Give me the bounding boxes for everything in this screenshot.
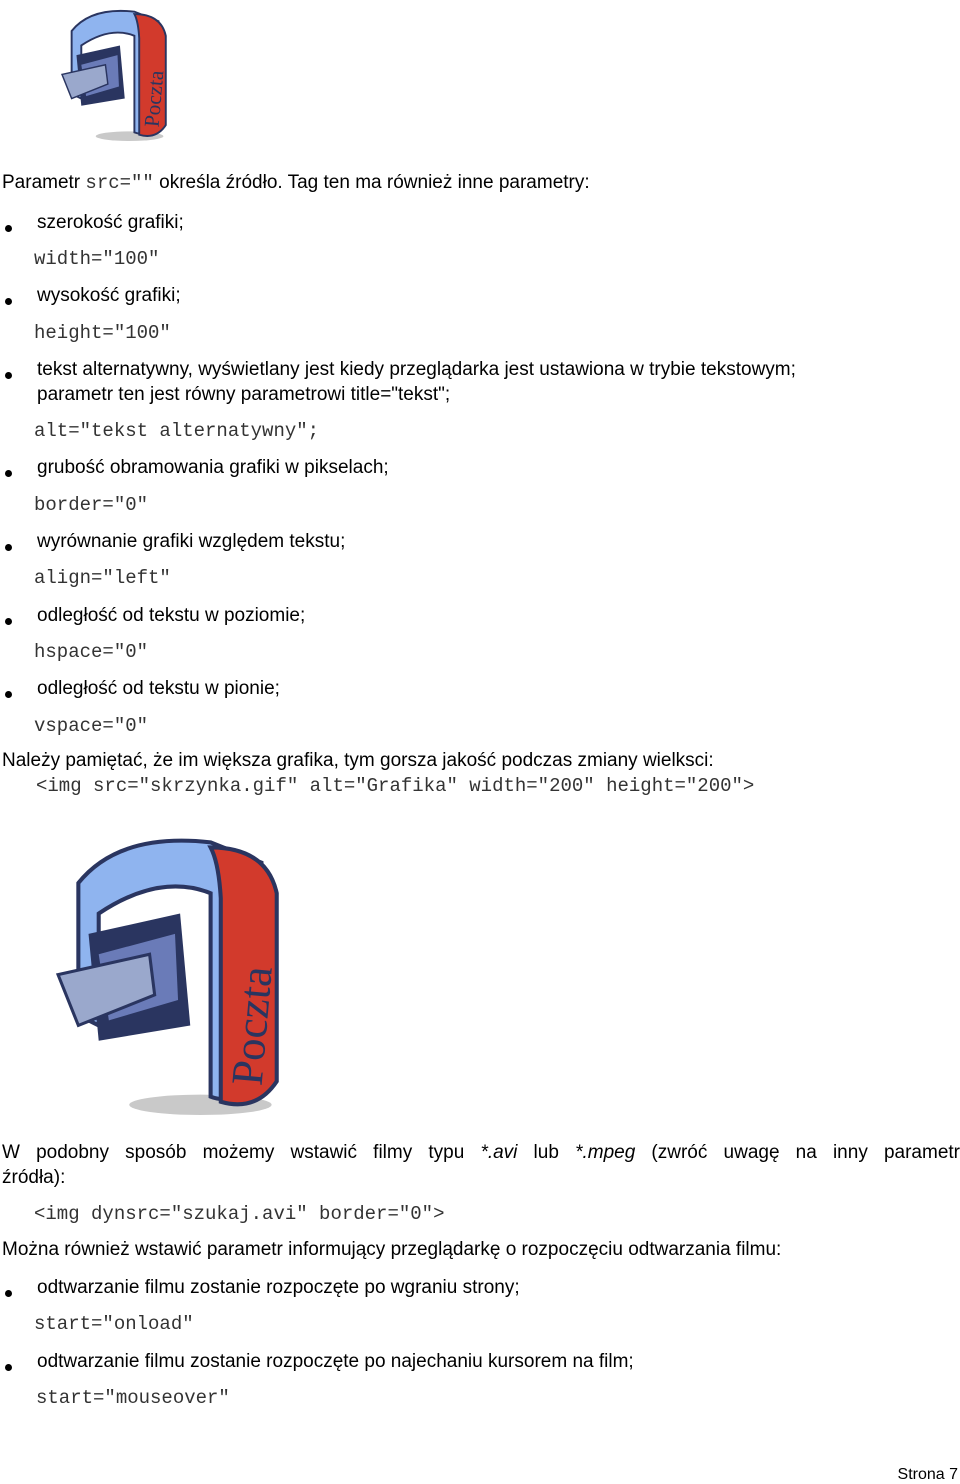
logo-label: Poczta bbox=[221, 964, 282, 1088]
bullet bbox=[5, 1290, 12, 1297]
film-paragraph-line2: źródła): bbox=[2, 1167, 66, 1188]
param-desc: odległość od tekstu w pionie; bbox=[37, 678, 280, 699]
start-intro-paragraph: Można również wstawić parametr informujący przeglądarkę o rozpoczęciu odtwarzania filmu: bbox=[2, 1239, 782, 1260]
note-paragraph: Należy pamiętać, że im większa grafika, tym gorsza jakość podczas zmiany wielksci: bbox=[2, 750, 714, 771]
film-avi: *.avi bbox=[480, 1142, 518, 1163]
start-param-desc: odtwarzanie filmu zostanie rozpoczęte po wgraniu strony; bbox=[37, 1277, 520, 1298]
param-code: vspace="0" bbox=[34, 715, 149, 737]
param-desc: odległość od tekstu w poziomie; bbox=[37, 605, 306, 626]
mailbox-image-large bbox=[30, 822, 320, 1117]
film-text-b: lub bbox=[517, 1142, 576, 1163]
param-code: hspace="0" bbox=[34, 641, 149, 663]
intro-paragraph bbox=[2, 172, 590, 194]
intro-prefix: Parametr bbox=[2, 172, 86, 193]
bullet bbox=[5, 372, 12, 379]
start-param-code: start="mouseover" bbox=[36, 1387, 230, 1409]
page-number: Strona 7 bbox=[897, 1466, 958, 1483]
param-desc: wyrównanie grafiki względem tekstu; bbox=[37, 531, 346, 552]
param-desc: grubość obramowania grafiki w pikselach; bbox=[37, 457, 389, 478]
film-paragraph bbox=[2, 1142, 960, 1164]
img-code-example: <img src="skrzynka.gif" alt="Grafika" width="200" height="200"> bbox=[36, 775, 755, 797]
bullet bbox=[5, 298, 12, 305]
intro-code: src="" bbox=[85, 172, 154, 194]
start-param-desc: odtwarzanie filmu zostanie rozpoczęte po najechaniu kursorem na film; bbox=[37, 1351, 634, 1372]
param-code: height="100" bbox=[34, 322, 171, 344]
bullet bbox=[5, 1364, 12, 1371]
film-text-a: W podobny sposób możemy wstawić filmy typu bbox=[2, 1142, 481, 1163]
param-code: alt="tekst alternatywny"; bbox=[34, 420, 320, 442]
param-desc: szerokość grafiki; bbox=[37, 212, 184, 233]
film-mpeg: *.mpeg bbox=[575, 1142, 636, 1163]
bullet bbox=[5, 470, 12, 477]
param-desc-continued: parametr ten jest równy parametrowi title="tekst"; bbox=[37, 384, 451, 405]
logo-label: Poczta bbox=[139, 69, 169, 128]
start-param-code: start="onload" bbox=[34, 1313, 194, 1335]
param-code: width="100" bbox=[34, 248, 160, 270]
param-desc: tekst alternatywny, wyświetlany jest kiedy przeglądarka jest ustawiona w trybie tekstowym; bbox=[37, 359, 796, 380]
bullet bbox=[5, 691, 12, 698]
dynsrc-code-example: <img dynsrc="szukaj.avi" border="0"> bbox=[34, 1203, 445, 1225]
param-desc: wysokość grafiki; bbox=[37, 285, 181, 306]
film-text-c: (zwróć uwagę na inny parametr bbox=[635, 1142, 960, 1163]
bullet bbox=[5, 618, 12, 625]
param-code: border="0" bbox=[34, 494, 149, 516]
param-code: align="left" bbox=[34, 567, 171, 589]
mailbox-image-small bbox=[60, 2, 175, 142]
bullet bbox=[5, 544, 12, 551]
intro-suffix: określa źródło. Tag ten ma również inne parametry: bbox=[153, 172, 590, 193]
bullet bbox=[5, 225, 12, 232]
